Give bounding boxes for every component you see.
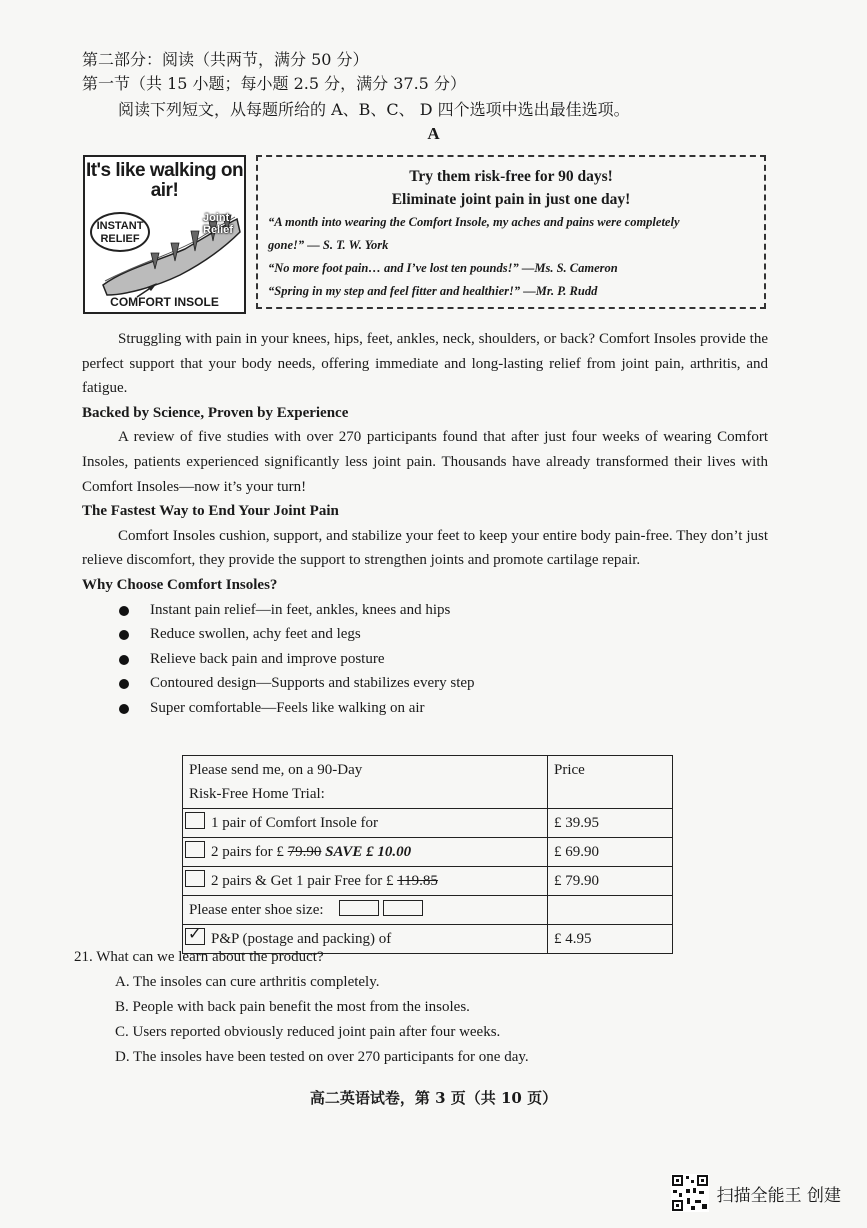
order-header-line: Please send me, on a 90-Day bbox=[189, 762, 363, 778]
list-item: Instant pain relief—in feet, ankles, knees and hips bbox=[82, 598, 768, 623]
testimonial-line: “Spring in my step and feel fitter and healthier!” —Mr. P. Rudd bbox=[268, 284, 598, 298]
heading-fastest-way: The Fastest Way to End Your Joint Pain bbox=[82, 503, 339, 520]
old-price: 119.85 bbox=[397, 873, 438, 889]
price-cell-empty bbox=[548, 896, 673, 925]
answer-option[interactable]: B. People with back pain benefit the most from the insoles. bbox=[115, 999, 470, 1015]
shoe-size-label: Please enter shoe size: bbox=[189, 902, 324, 918]
shoe-size-field[interactable] bbox=[383, 900, 423, 916]
joint-relief-label: Joint Relief bbox=[203, 212, 233, 236]
table-row bbox=[183, 896, 673, 925]
table-row bbox=[183, 809, 673, 838]
passage-letter: A bbox=[427, 124, 440, 143]
instant-relief-badge: INSTANT RELIEF bbox=[90, 212, 150, 252]
benefits-list bbox=[82, 598, 768, 721]
option-label: P&P (postage and packing) of bbox=[211, 931, 392, 947]
testimonial-line: “A month into wearing the Comfort Insole, my aches and pains were completely bbox=[268, 215, 680, 229]
heading-science: Backed by Science, Proven by Experience bbox=[82, 404, 349, 421]
answer-option[interactable]: A. The insoles can cure arthritis completely. bbox=[115, 974, 380, 990]
option-checkbox[interactable] bbox=[185, 841, 205, 858]
ad-testimonial-box bbox=[256, 155, 766, 309]
answer-option[interactable]: D. The insoles have been tested on over 270 participants for one day. bbox=[115, 1049, 529, 1065]
ad-image-footer: COMFORT INSOLE bbox=[110, 295, 219, 309]
scanner-label: 扫描全能王 创建 bbox=[716, 1185, 841, 1206]
price-header: Price bbox=[548, 756, 673, 809]
table-row bbox=[183, 838, 673, 867]
order-header-cell bbox=[183, 756, 548, 809]
question-stem: 21. What can we learn about the product? bbox=[74, 949, 324, 965]
table-row bbox=[183, 756, 673, 809]
scanner-watermark bbox=[671, 1174, 841, 1212]
option-label: 2 pairs & Get 1 pair Free for £ bbox=[211, 873, 394, 889]
option-label: 2 pairs for £ bbox=[211, 844, 284, 860]
pp-checkbox-checked[interactable] bbox=[185, 928, 205, 945]
ad-headline-1: Try them risk-free for 90 days! bbox=[409, 168, 613, 185]
price-cell: £ 4.95 bbox=[548, 925, 673, 954]
insole-ad-image bbox=[83, 155, 246, 314]
shoe-size-field[interactable] bbox=[339, 900, 379, 916]
list-item: Relieve back pain and improve posture bbox=[82, 647, 768, 672]
order-form-table bbox=[182, 755, 673, 954]
option-checkbox[interactable] bbox=[185, 812, 205, 829]
save-note: SAVE £ 10.00 bbox=[325, 844, 412, 860]
list-item: Contoured design—Supports and stabilizes every step bbox=[82, 671, 768, 696]
price-cell: £ 39.95 bbox=[548, 809, 673, 838]
table-row bbox=[183, 867, 673, 896]
section-title: 第一节（共 15 小题；每小题 2.5 分，满分 37.5 分） bbox=[82, 74, 466, 93]
instruction: 阅读下列短文，从每题所给的 A、B、C、 D 四个选项中选出最佳选项。 bbox=[118, 100, 630, 119]
ad-image-title: It's like walking on air! bbox=[85, 160, 244, 201]
qr-code-icon bbox=[671, 1174, 709, 1212]
answer-option[interactable]: C. Users reported obviously reduced joint pain after four weeks. bbox=[115, 1024, 501, 1040]
passage-body bbox=[82, 327, 768, 721]
list-item: Super comfortable—Feels like walking on air bbox=[82, 696, 768, 721]
part-title: 第二部分：阅读（共两节，满分 50 分） bbox=[82, 50, 369, 69]
science-paragraph: A review of five studies with over 270 participants found that after just four weeks of wearing Comfort Insoles, patients experienced significantly less joint pain. Thousands have already transformed their lives with Comfort Insoles—now it’s your turn! bbox=[82, 429, 768, 495]
fastest-way-paragraph: Comfort Insoles cushion, support, and stabilize your feet to keep your entire body pain-free. They don’t just relieve discomfort, they provide the support to strengthen joints and promote cartilage repair. bbox=[82, 527, 768, 569]
ad-headline-2: Eliminate joint pain in just one day! bbox=[391, 191, 631, 208]
page-footer: 高二英语试卷，第 3 页（共 10 页） bbox=[309, 1089, 558, 1107]
option-checkbox[interactable] bbox=[185, 870, 205, 887]
intro-paragraph: Struggling with pain in your knees, hips, feet, ankles, neck, shoulders, or back? Comfort Insoles provide the perfect support that your body needs, offering immediate and long-lasting relief from joint pain, arthritis, and fatigue. bbox=[82, 331, 768, 397]
price-cell: £ 69.90 bbox=[548, 838, 673, 867]
heading-why-choose: Why Choose Comfort Insoles? bbox=[82, 576, 278, 593]
list-item: Reduce swollen, achy feet and legs bbox=[82, 622, 768, 647]
price-cell: £ 79.90 bbox=[548, 867, 673, 896]
old-price: 79.90 bbox=[287, 844, 322, 860]
order-header-line: Risk-Free Home Trial: bbox=[189, 786, 325, 802]
testimonial-line: “No more foot pain… and I’ve lost ten pounds!” —Ms. S. Cameron bbox=[268, 261, 618, 275]
option-label: 1 pair of Comfort Insole for bbox=[211, 815, 379, 831]
question-21 bbox=[74, 945, 529, 1070]
testimonial-line: gone!” — S. T. W. York bbox=[268, 238, 389, 252]
